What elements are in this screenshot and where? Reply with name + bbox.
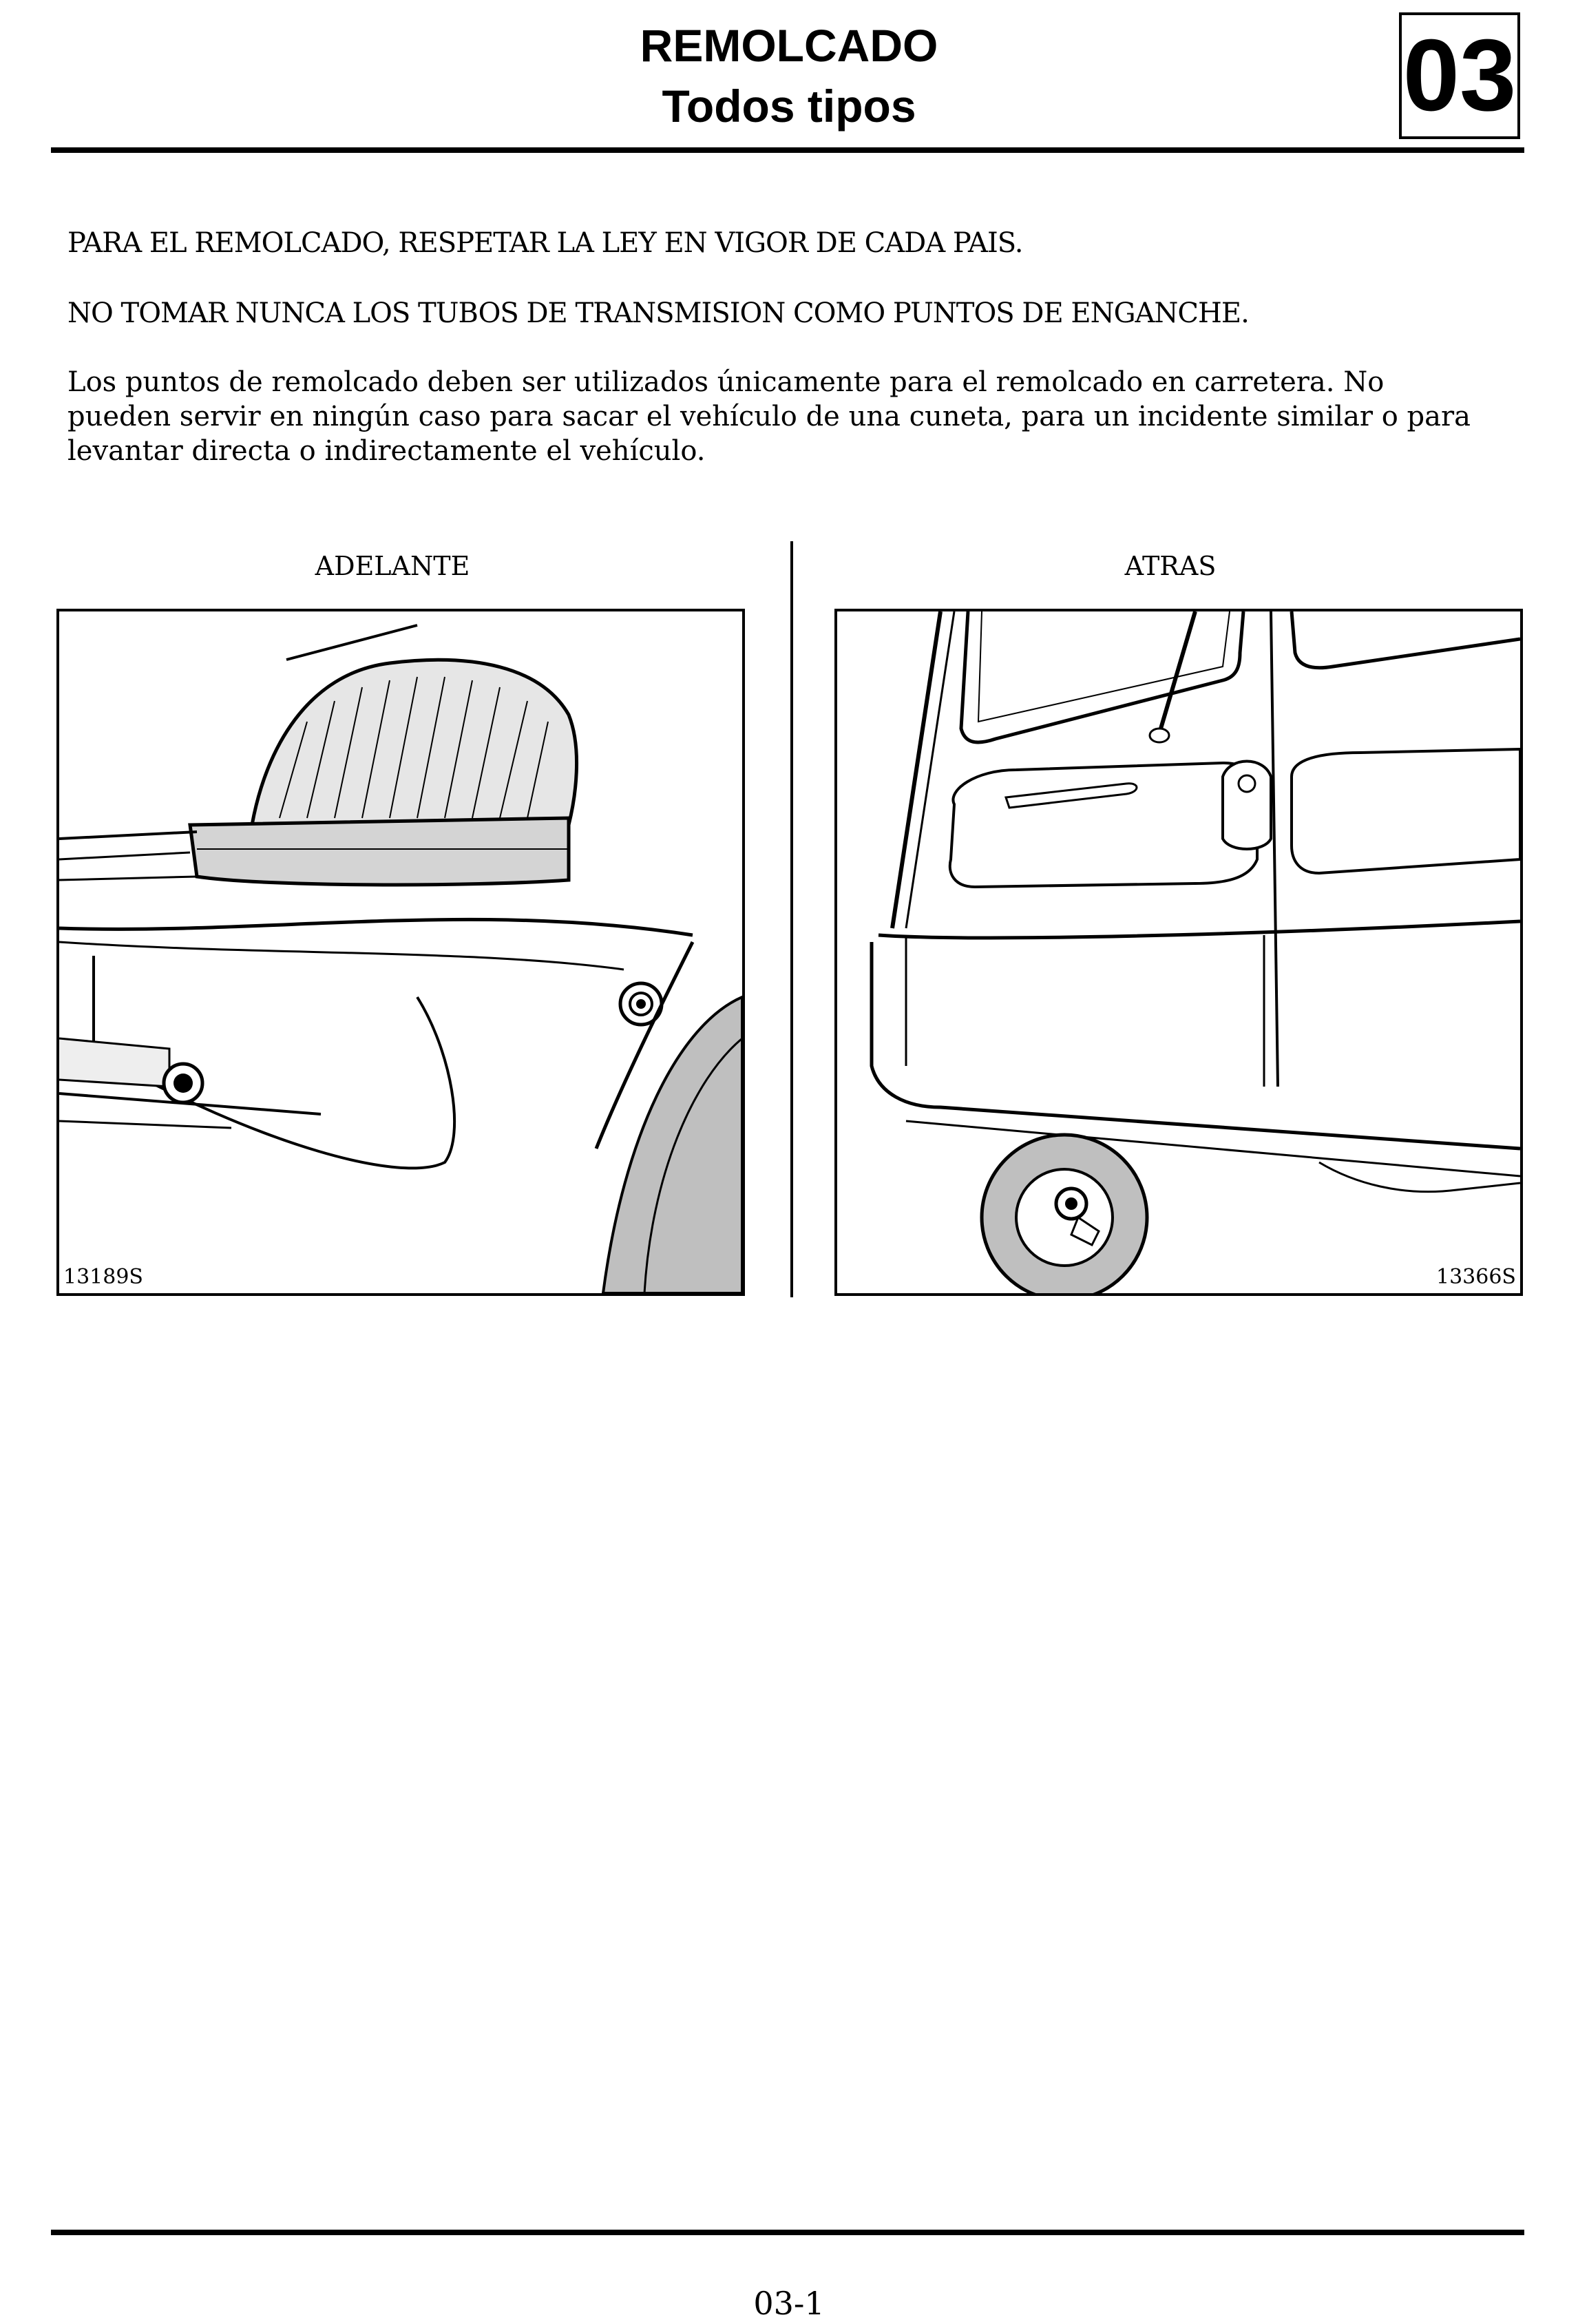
figure-ref-front: 13189S	[63, 1265, 143, 1289]
chapter-number-box: 03	[1399, 12, 1520, 139]
body-paragraph: Los puntos de remolcado deben ser utilizados únicamente para el remolcado en carretera. No pueden servir en ningún caso para sacar el vehículo de una cuneta, para un incidente similar o para levantar directa o indirectamente el vehículo.	[67, 366, 1471, 467]
figure-rear-towing-point	[834, 609, 1523, 1296]
caption-rear: ATRAS	[1124, 551, 1217, 581]
caption-front: ADELANTE	[315, 551, 470, 581]
figure-ref-rear: 13366S	[1436, 1265, 1516, 1289]
warning-transmission: NO TOMAR NUNCA LOS TUBOS DE TRANSMISION COMO PUNTOS DE ENGANCHE.	[67, 297, 1249, 329]
header-rule	[51, 147, 1524, 153]
figure-divider	[790, 541, 793, 1297]
page-number: 03-1	[753, 2285, 825, 2322]
warning-law: PARA EL REMOLCADO, RESPETAR LA LEY EN VIGOR DE CADA PAIS.	[67, 227, 1023, 259]
footer-rule	[51, 2230, 1524, 2235]
page-title: REMOLCADO	[640, 20, 938, 71]
figure-front-towing-point	[56, 609, 745, 1296]
front-bumper-illustration	[59, 611, 742, 1293]
page-subtitle: Todos tipos	[662, 81, 916, 132]
rear-bumper-illustration	[837, 611, 1520, 1293]
